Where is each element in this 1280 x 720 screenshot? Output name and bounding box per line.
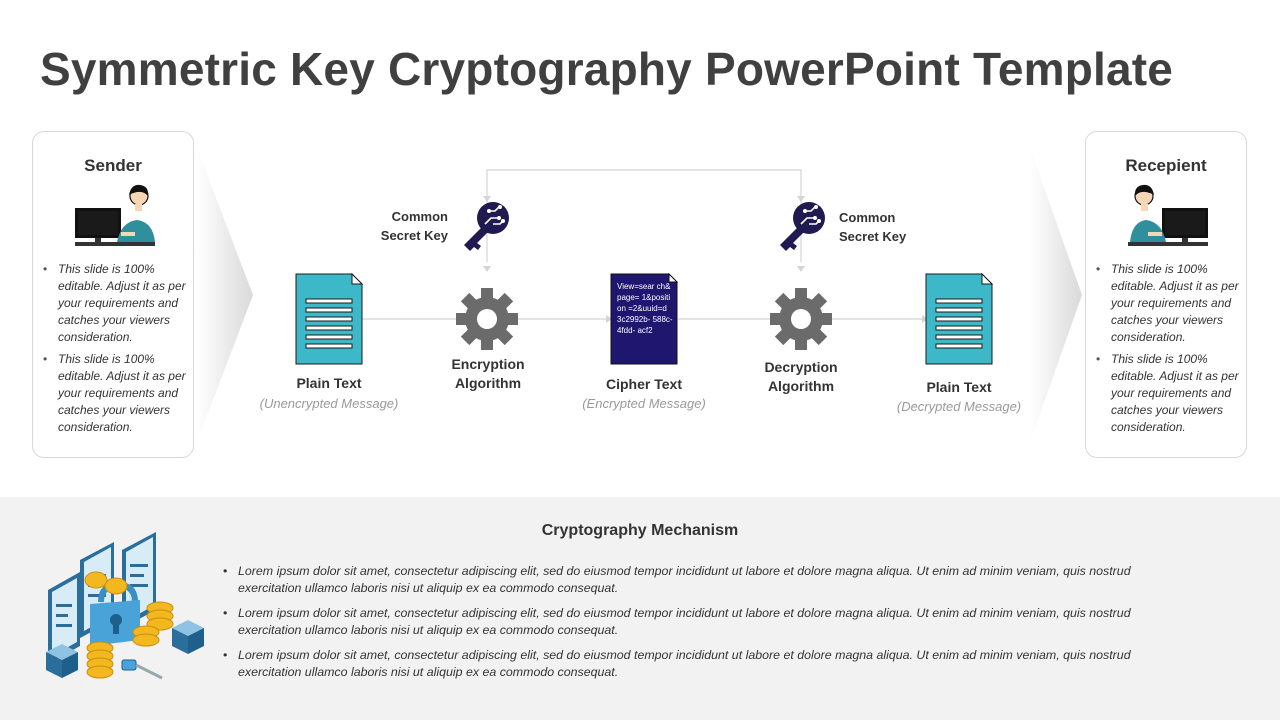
key-icon <box>780 202 825 251</box>
cipher-text-sub: (Encrypted Message) <box>582 396 706 411</box>
encryption-line: Algorithm <box>454 375 522 391</box>
decryption-line: Decryption <box>764 359 838 375</box>
document-icon <box>926 274 992 364</box>
sender-bullet: • This slide is 100% editable. Adjust it as per your requirements and catches your viewers consideration. <box>58 351 187 436</box>
gear-icon <box>456 288 518 350</box>
cipher-text-label: Cipher Text <box>606 376 682 392</box>
decryption-label <box>731 358 871 396</box>
mechanism-bullets <box>222 563 1188 689</box>
slide-title: Symmetric Key Cryptography PowerPoint Template <box>40 43 1174 95</box>
plain-text-sub: (Decrypted Message) <box>896 399 1022 414</box>
encryption-line: Encryption <box>451 356 525 372</box>
plain-text-label: Plain Text <box>926 379 992 395</box>
encryption-label <box>418 355 558 393</box>
plain-text-label: Plain Text <box>296 375 362 391</box>
isometric-security-illustration <box>40 528 210 688</box>
mechanism-title: Cryptography Mechanism <box>541 522 739 539</box>
decryption-line: Algorithm <box>767 378 835 394</box>
key-label-line: Secret Key <box>380 228 448 243</box>
key-label-right <box>839 208 929 246</box>
key-label-left <box>366 207 448 245</box>
mechanism-bullet: • Lorem ipsum dolor sit amet, consectetur adipiscing elit, sed do eiusmod tempor incididunt ut labore et dolore magna aliqua. Ut enim ad minim veniam, quis nostrud exercitation ullamco laboris nisi ut aliquip ex ea commodo consequat. <box>238 647 1188 681</box>
plain-text-sub: (Unencrypted Message) <box>259 396 399 411</box>
cipher-doc-text: View=sear ch&page= 1&position =2&uuid=d 3c2992b- 588c-4fdd- acf2 <box>617 282 673 335</box>
gear-icon <box>770 288 832 350</box>
key-label-line: Secret Key <box>839 229 907 244</box>
mechanism-bullet: • Lorem ipsum dolor sit amet, consectetur adipiscing elit, sed do eiusmod tempor incididunt ut labore et dolore magna aliqua. Ut enim ad minim veniam, quis nostrud exercitation ullamco laboris nisi ut aliquip ex ea commodo consequat. <box>238 563 1188 597</box>
recipient-bullet: • This slide is 100% editable. Adjust it as per your requirements and catches your viewers consideration. <box>1111 351 1240 436</box>
document-icon <box>296 274 362 364</box>
sender-bullet: • This slide is 100% editable. Adjust it as per your requirements and catches your viewers consideration. <box>58 261 187 346</box>
right-chevron <box>1030 148 1082 442</box>
key-label-line: Common <box>839 210 896 225</box>
sender-heading: Sender <box>84 156 142 175</box>
recipient-bullet: • This slide is 100% editable. Adjust it as per your requirements and catches your viewers consideration. <box>1111 261 1240 346</box>
recipient-heading: Recepient <box>1125 156 1207 175</box>
mechanism-bullet: • Lorem ipsum dolor sit amet, consectetur adipiscing elit, sed do eiusmod tempor incididunt ut labore et dolore magna aliqua. Ut enim ad minim veniam, quis nostrud exercitation ullamco laboris nisi ut aliquip ex ea commodo consequat. <box>238 605 1188 639</box>
key-label-line: Common <box>391 209 448 224</box>
